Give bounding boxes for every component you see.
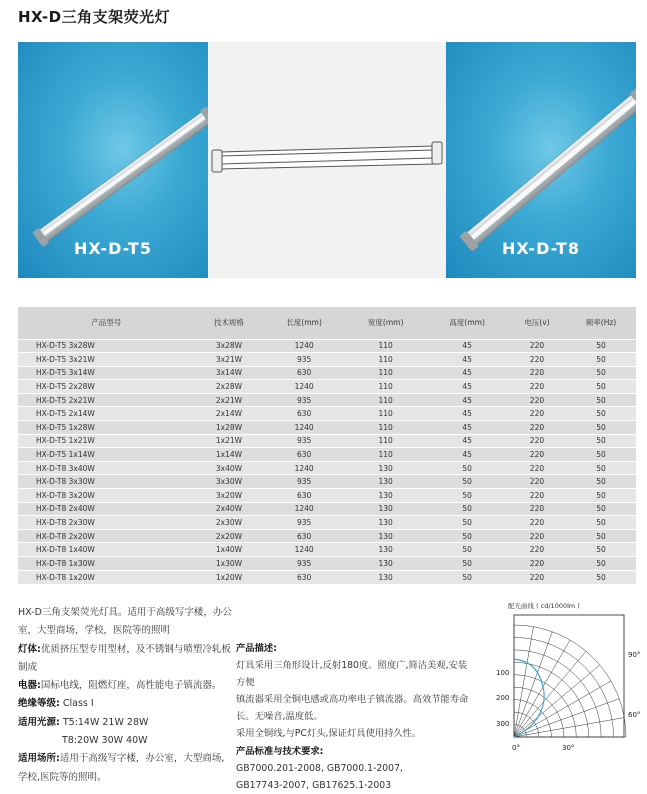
table-cell: 50 <box>566 516 636 530</box>
light-distribution-chart <box>490 597 640 757</box>
table-cell: 50 <box>566 475 636 489</box>
table-cell: 630 <box>263 448 345 462</box>
lamp-body-line <box>18 641 233 678</box>
table-cell: 50 <box>566 353 636 367</box>
polar-title: 配光曲线 ( cd/1000lm ) <box>508 602 580 610</box>
table-cell: 45 <box>426 339 508 353</box>
standards-1: GB7000.201-2008, GB7000.1-2007, <box>236 762 403 774</box>
angle-label-60: 60° <box>628 711 640 719</box>
column-header: 高度(mm) <box>426 307 508 339</box>
electrical-line <box>18 677 233 695</box>
table-cell: 50 <box>566 461 636 475</box>
table-cell: 130 <box>345 570 427 584</box>
table-cell: 50 <box>566 448 636 462</box>
table-cell: 50 <box>426 529 508 543</box>
table-cell: 220 <box>508 434 566 448</box>
table-cell: HX-D-T5 1x14W <box>18 448 194 462</box>
table-cell: 220 <box>508 475 566 489</box>
table-row <box>18 529 636 543</box>
spec-table-body <box>18 339 636 584</box>
electrical-label: 电器: <box>18 680 41 692</box>
table-cell: 50 <box>426 516 508 530</box>
table-row <box>18 489 636 503</box>
table-cell: 935 <box>263 434 345 448</box>
table-cell: 50 <box>426 543 508 557</box>
table-cell: 3x28W <box>194 339 263 353</box>
table-cell: 45 <box>426 434 508 448</box>
table-cell: 50 <box>426 475 508 489</box>
table-cell: HX-D-T8 1x40W <box>18 543 194 557</box>
table-cell: 1240 <box>263 543 345 557</box>
table-cell: 50 <box>426 570 508 584</box>
table-cell: 50 <box>566 434 636 448</box>
table-cell: 1x20W <box>194 570 263 584</box>
insulation-line <box>18 695 233 713</box>
radial-label-300: 300 <box>496 720 510 728</box>
table-cell: 220 <box>508 393 566 407</box>
table-cell: 50 <box>566 570 636 584</box>
table-cell: 3x30W <box>194 475 263 489</box>
table-cell: HX-D-T8 2x30W <box>18 516 194 530</box>
column-header: 技术规格 <box>194 307 263 339</box>
table-cell: 935 <box>263 475 345 489</box>
table-cell: 130 <box>345 543 427 557</box>
polar-grid <box>514 615 626 737</box>
table-cell: 50 <box>566 366 636 380</box>
table-cell: 630 <box>263 407 345 421</box>
table-cell: 110 <box>345 434 427 448</box>
table-row <box>18 353 636 367</box>
table-cell: 130 <box>345 502 427 516</box>
table-cell: 50 <box>566 489 636 503</box>
table-cell: 2x40W <box>194 502 263 516</box>
product-desc-1: 灯具采用三角形设计,反射180度。照度广,简洁美观,安装方便 <box>236 660 468 689</box>
table-cell: 50 <box>566 557 636 571</box>
radial-label-200: 200 <box>496 694 510 702</box>
table-cell: 220 <box>508 529 566 543</box>
table-cell: 220 <box>508 380 566 394</box>
table-row <box>18 543 636 557</box>
table-cell: HX-D-T8 2x40W <box>18 502 194 516</box>
product-photo-t5 <box>18 42 208 278</box>
table-cell: 110 <box>345 407 427 421</box>
table-row <box>18 461 636 475</box>
table-cell: 935 <box>263 393 345 407</box>
photo-label-t5: HX-D-T5 <box>74 239 152 258</box>
table-cell: HX-D-T5 2x21W <box>18 393 194 407</box>
table-cell: 1x40W <box>194 543 263 557</box>
standards-label: 产品标准与技术要求: <box>236 745 324 757</box>
polar-diagram <box>490 597 640 757</box>
table-cell: 2x30W <box>194 516 263 530</box>
lamp-drawing-icon <box>208 42 446 278</box>
table-cell: 220 <box>508 353 566 367</box>
table-cell: 45 <box>426 380 508 394</box>
table-cell: HX-D-T8 3x40W <box>18 461 194 475</box>
table-cell: 45 <box>426 366 508 380</box>
venue-line <box>18 750 233 787</box>
product-desc-label: 产品描述: <box>236 643 277 654</box>
table-row <box>18 339 636 353</box>
table-cell: HX-D-T8 1x30W <box>18 557 194 571</box>
table-cell: HX-D-T8 1x20W <box>18 570 194 584</box>
standards-2: GB17743-2007, GB17625.1-2003 <box>236 779 392 791</box>
table-cell: 45 <box>426 353 508 367</box>
page-title: HX-D三角支架荧光灯 <box>18 8 171 26</box>
table-cell: 220 <box>508 502 566 516</box>
radial-label-100: 100 <box>496 669 510 677</box>
table-cell: 50 <box>566 543 636 557</box>
column-header: 电压(v) <box>508 307 566 339</box>
table-cell: 3x20W <box>194 489 263 503</box>
table-cell: 50 <box>566 380 636 394</box>
column-header: 长度(mm) <box>263 307 345 339</box>
description-middle <box>236 640 476 794</box>
table-cell: 110 <box>345 421 427 435</box>
table-cell: HX-D-T5 2x14W <box>18 407 194 421</box>
table-row <box>18 516 636 530</box>
table-cell: 130 <box>345 516 427 530</box>
table-cell: 220 <box>508 339 566 353</box>
table-cell: 220 <box>508 570 566 584</box>
table-cell: 1240 <box>263 380 345 394</box>
table-cell: 935 <box>263 557 345 571</box>
table-cell: 1x14W <box>194 448 263 462</box>
table-row <box>18 407 636 421</box>
table-cell: 50 <box>426 489 508 503</box>
table-cell: 1x28W <box>194 421 263 435</box>
product-desc-3: 采用全铜线,与PC灯头,保证灯具使用持久性。 <box>236 728 422 740</box>
table-cell: 45 <box>426 448 508 462</box>
table-cell: 220 <box>508 421 566 435</box>
table-cell: 50 <box>566 339 636 353</box>
table-cell: 1240 <box>263 502 345 516</box>
table-row <box>18 380 636 394</box>
table-cell: 220 <box>508 366 566 380</box>
table-cell: 45 <box>426 421 508 435</box>
table-cell: 50 <box>426 502 508 516</box>
source-line <box>18 714 233 732</box>
table-cell: 935 <box>263 516 345 530</box>
table-cell: 130 <box>345 557 427 571</box>
lamp-body-text: 优质挤压型专用型材，及不锈钢与喷塑冷轧板制成 <box>18 643 231 673</box>
insulation-text: Class I <box>62 698 94 710</box>
photo-label-t8: HX-D-T8 <box>502 239 580 258</box>
product-desc-2: 镇流器采用全铜电感或高功率电子镇流器。高效节能寿命长。无噪音,温度低。 <box>236 694 469 723</box>
table-cell: HX-D-T5 1x21W <box>18 434 194 448</box>
source-label: 适用光源: <box>18 716 60 728</box>
table-cell: 45 <box>426 393 508 407</box>
table-row <box>18 570 636 584</box>
table-cell: 45 <box>426 407 508 421</box>
column-header: 产品型号 <box>18 307 194 339</box>
table-cell: 220 <box>508 557 566 571</box>
table-cell: 50 <box>566 502 636 516</box>
intro-text: HX-D三角支架荧光灯具。适用于高级写字楼，办公室，大型商场，学校，医院等的照明 <box>18 607 232 637</box>
table-cell: 3x40W <box>194 461 263 475</box>
table-cell: 1x30W <box>194 557 263 571</box>
table-cell: 220 <box>508 448 566 462</box>
spec-table-section <box>18 307 636 584</box>
table-cell: 110 <box>345 380 427 394</box>
table-cell: 50 <box>566 407 636 421</box>
insulation-label: 绝缘等级: <box>18 698 60 710</box>
venue-label: 适用场所: <box>18 753 60 765</box>
lamp-body-label: 灯体: <box>18 643 41 655</box>
table-row <box>18 448 636 462</box>
angle-label-30: 30° <box>562 744 575 752</box>
table-row <box>18 366 636 380</box>
table-cell: HX-D-T5 3x21W <box>18 353 194 367</box>
table-row <box>18 557 636 571</box>
table-cell: HX-D-T8 3x30W <box>18 475 194 489</box>
table-cell: 3x14W <box>194 366 263 380</box>
source-t8: T8:20W 30W 40W <box>62 735 148 747</box>
column-header: 宽度(mm) <box>345 307 427 339</box>
table-cell: 50 <box>566 421 636 435</box>
table-cell: 2x14W <box>194 407 263 421</box>
table-cell: 1240 <box>263 421 345 435</box>
table-cell: 110 <box>345 393 427 407</box>
table-cell: 220 <box>508 543 566 557</box>
table-cell: 220 <box>508 407 566 421</box>
table-cell: 1240 <box>263 339 345 353</box>
table-row <box>18 502 636 516</box>
table-cell: 50 <box>426 557 508 571</box>
table-row <box>18 393 636 407</box>
table-cell: 110 <box>345 448 427 462</box>
venue-text: 适用于高级写字楼，办公室，大型商场,学校,医院等的照明。 <box>18 753 225 783</box>
table-cell: 1240 <box>263 461 345 475</box>
electrical-text: 国标电线，阻燃灯座，高性能电子镇流器。 <box>40 680 222 692</box>
table-cell: 50 <box>566 529 636 543</box>
table-cell: 110 <box>345 366 427 380</box>
table-cell: 130 <box>345 489 427 503</box>
table-cell: 110 <box>345 353 427 367</box>
table-cell: 130 <box>345 461 427 475</box>
table-cell: 220 <box>508 489 566 503</box>
column-header: 频率(Hz) <box>566 307 636 339</box>
table-cell: 1x21W <box>194 434 263 448</box>
table-cell: HX-D-T5 3x28W <box>18 339 194 353</box>
table-cell: HX-D-T5 1x28W <box>18 421 194 435</box>
product-line-drawing <box>208 42 446 278</box>
table-cell: 2x20W <box>194 529 263 543</box>
source-t5: T5:14W 21W 28W <box>62 716 149 728</box>
product-photo-t8 <box>446 42 636 278</box>
table-row <box>18 475 636 489</box>
table-cell: 110 <box>345 339 427 353</box>
table-cell: HX-D-T5 3x14W <box>18 366 194 380</box>
table-cell: 3x21W <box>194 353 263 367</box>
table-cell: 935 <box>263 353 345 367</box>
spec-table <box>18 307 636 584</box>
table-cell: 130 <box>345 475 427 489</box>
angle-label-90: 90° <box>628 651 640 659</box>
table-cell: 130 <box>345 529 427 543</box>
table-header-row <box>18 307 636 339</box>
table-cell: 630 <box>263 366 345 380</box>
angle-label-0: 0° <box>512 744 520 752</box>
table-cell: 630 <box>263 529 345 543</box>
table-cell: 2x28W <box>194 380 263 394</box>
table-cell: 50 <box>566 393 636 407</box>
table-row <box>18 434 636 448</box>
table-cell: 220 <box>508 461 566 475</box>
table-row <box>18 421 636 435</box>
table-cell: HX-D-T5 2x28W <box>18 380 194 394</box>
description-left <box>18 604 233 787</box>
table-cell: 2x21W <box>194 393 263 407</box>
table-cell: 630 <box>263 489 345 503</box>
table-cell: HX-D-T8 3x20W <box>18 489 194 503</box>
table-cell: 50 <box>426 461 508 475</box>
table-cell: 630 <box>263 570 345 584</box>
table-cell: 220 <box>508 516 566 530</box>
table-cell: HX-D-T8 2x20W <box>18 529 194 543</box>
